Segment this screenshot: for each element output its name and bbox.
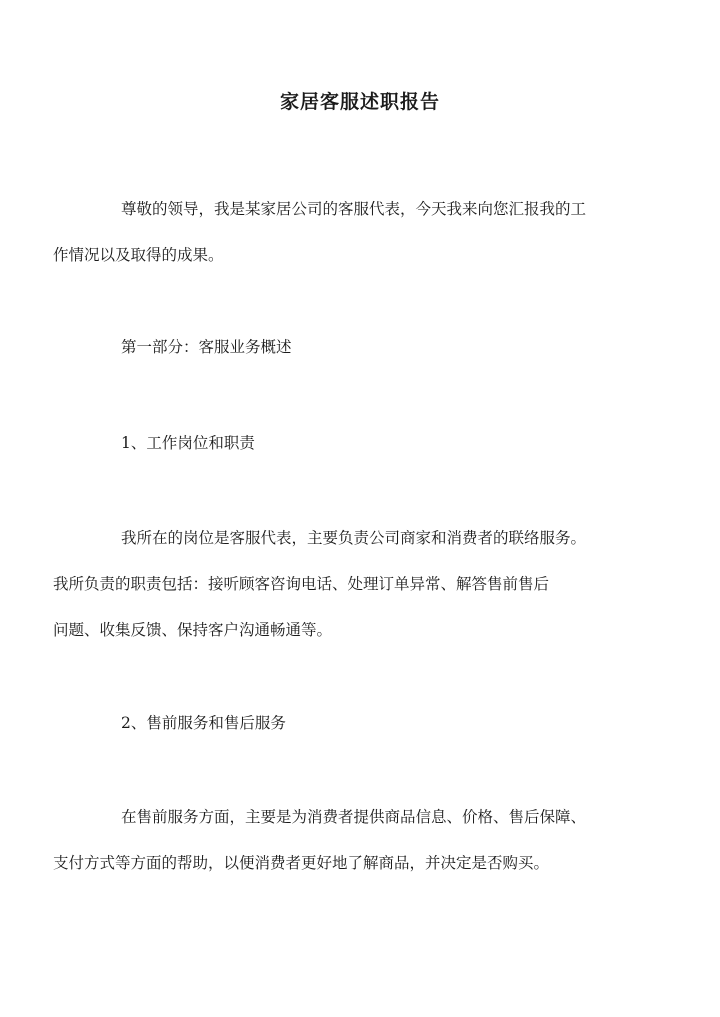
intro-line-2: 作情况以及取得的成果。 <box>53 246 224 264</box>
presale-line-1: 在售前服务方面，主要是为消费者提供商品信息、价格、售后保障、 <box>121 808 587 826</box>
document-title: 家居客服述职报告 <box>279 91 440 113</box>
duties-line-1: 我所在的岗位是客服代表，主要负责公司商家和消费者的联络服务。 <box>121 529 587 547</box>
intro-line-1: 尊敬的领导，我是某家居公司的客服代表，今天我来向您汇报我的工 <box>121 200 587 218</box>
section2-heading-text: 2、售前服务和售后服务 <box>121 714 286 732</box>
presale-paragraph <box>53 794 635 886</box>
section1-heading-text: 1、工作岗位和职责 <box>121 434 255 452</box>
part1-heading-text: 第一部分：客服业务概述 <box>121 338 292 356</box>
section2-heading <box>87 700 635 746</box>
section1-heading <box>87 420 635 466</box>
presale-line-2: 支付方式等方面的帮助，以便消费者更好地了解商品，并决定是否购买。 <box>53 854 550 872</box>
intro-paragraph <box>53 186 635 278</box>
duties-line-2: 我所负责的职责包括：接听顾客咨询电话、处理订单异常、解答售前售后 <box>53 575 550 593</box>
duties-line-3: 问题、收集反馈、保持客户沟通畅通等。 <box>53 621 333 639</box>
duties-paragraph <box>53 515 635 653</box>
part1-heading <box>87 324 635 370</box>
